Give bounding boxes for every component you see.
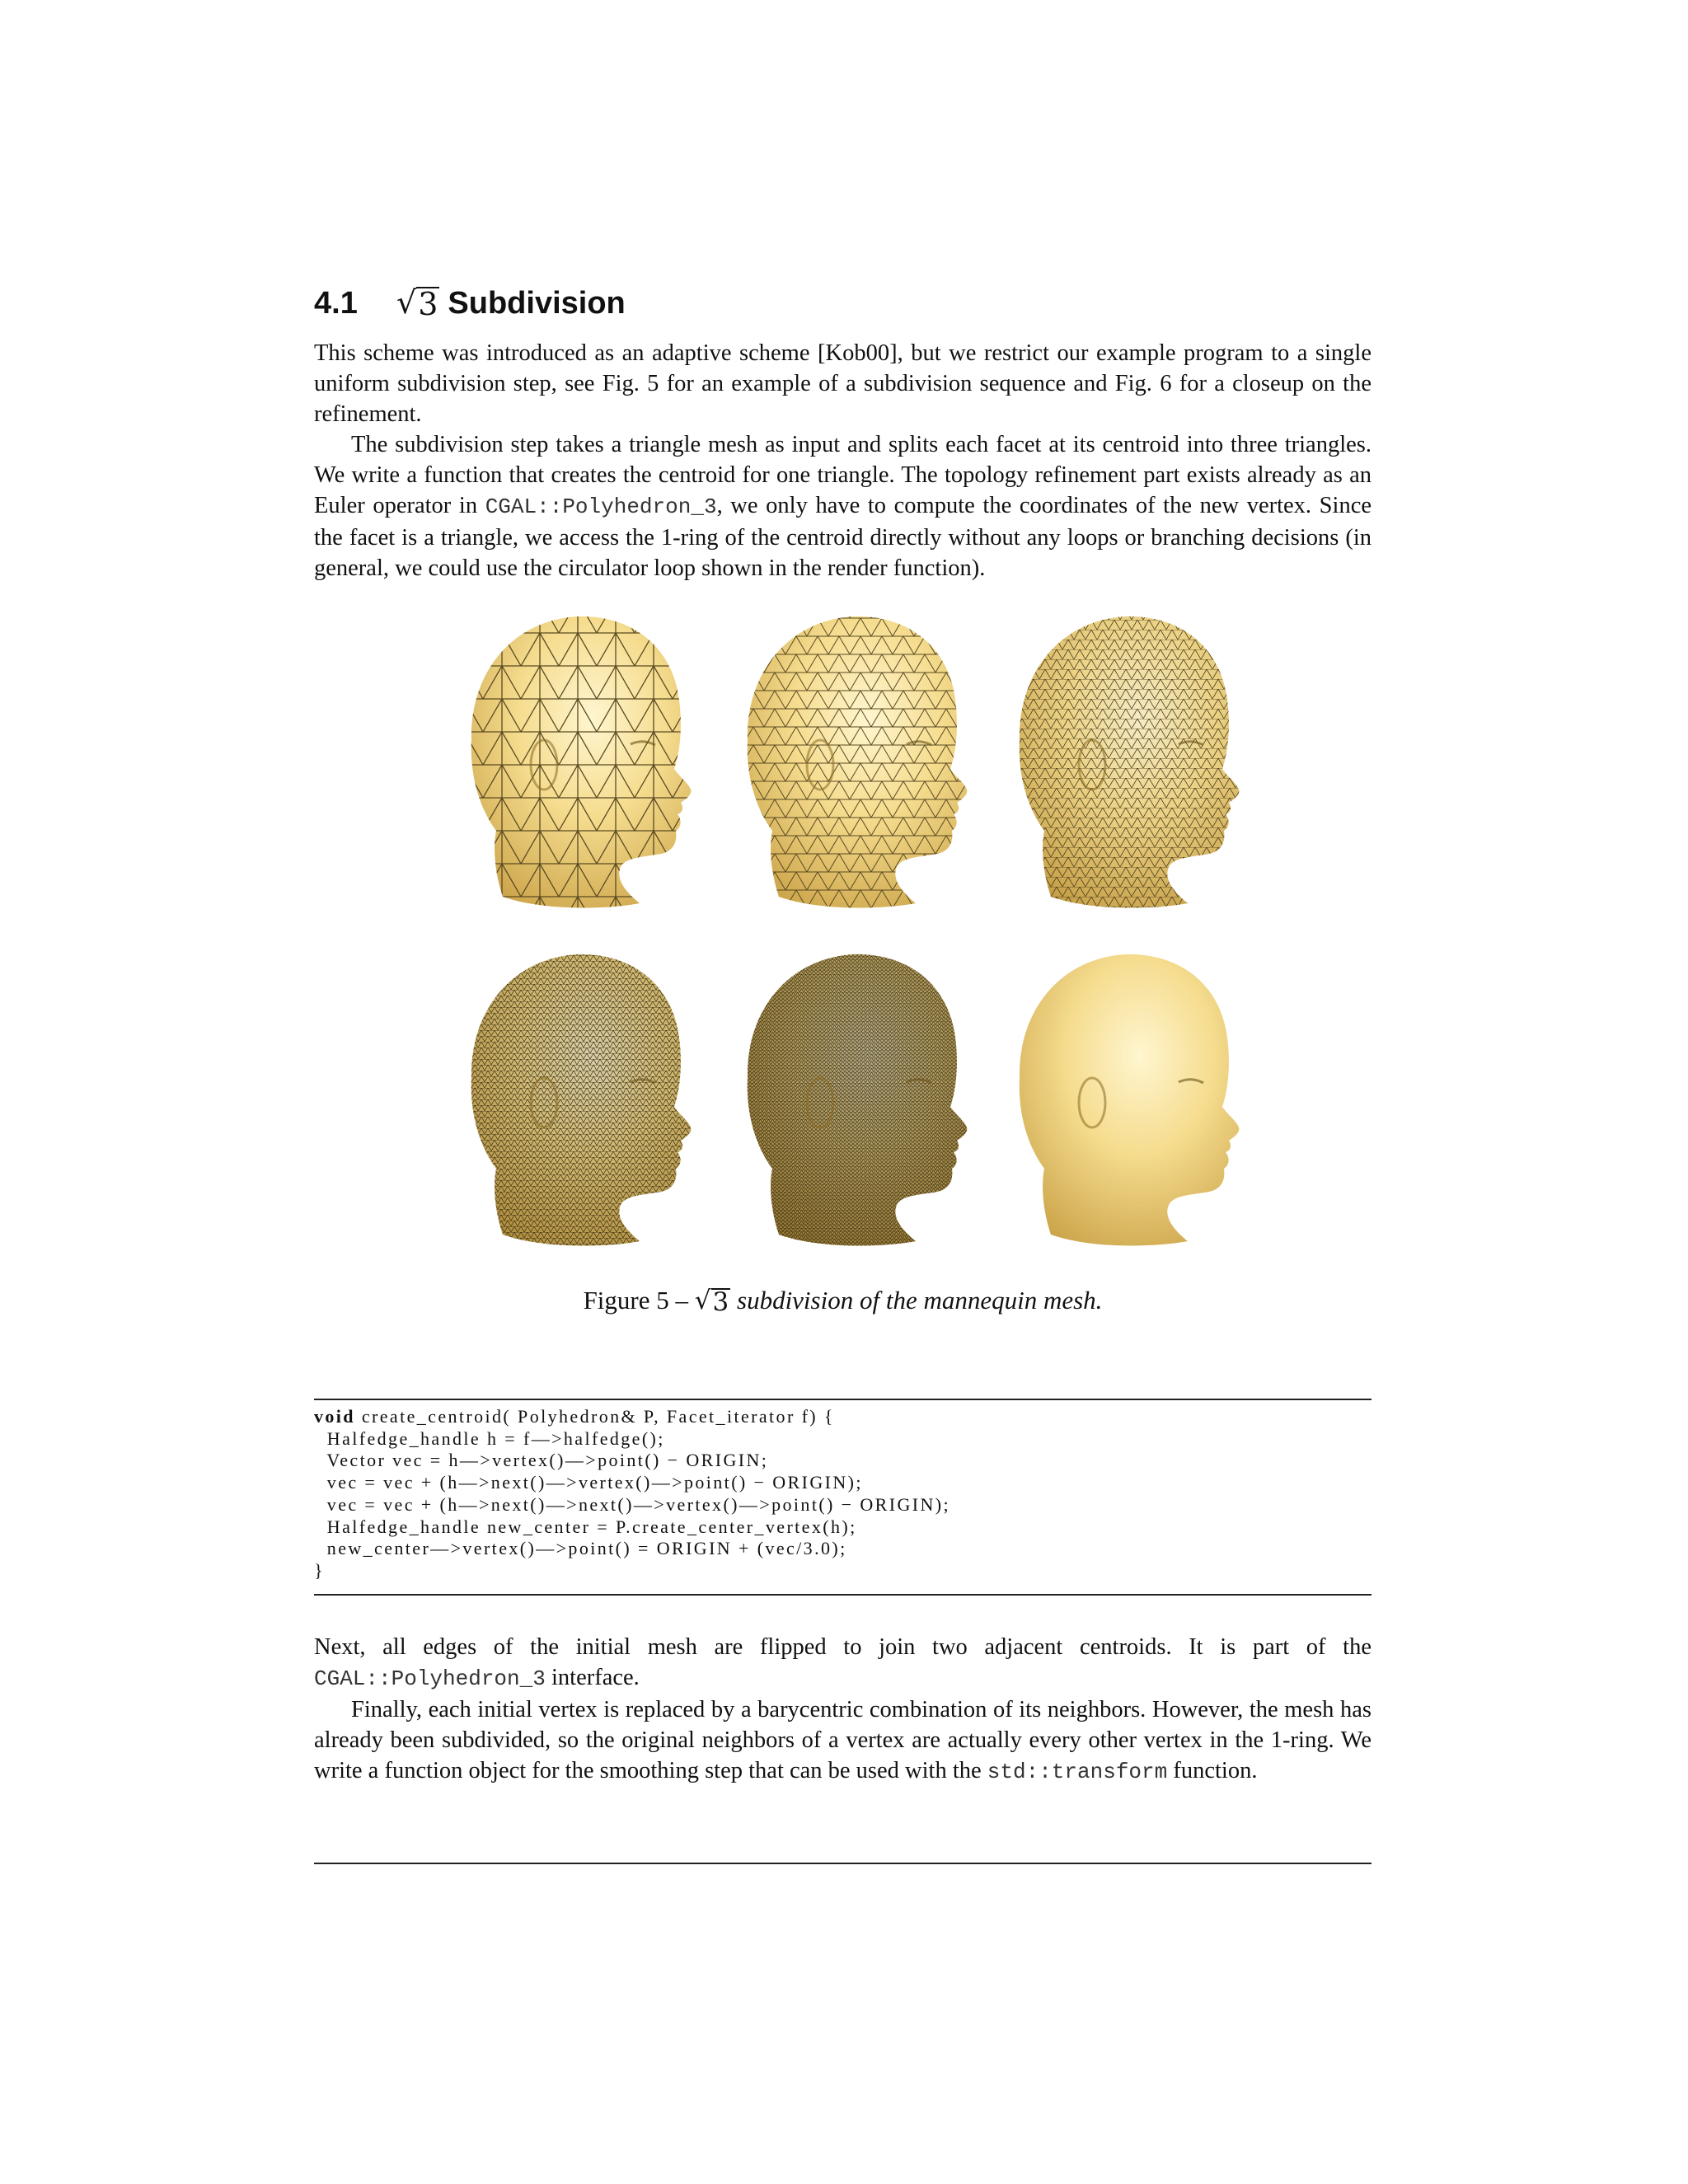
caption-prefix: Figure 5 – [583, 1286, 695, 1315]
inline-code: CGAL::Polyhedron_3 [314, 1666, 546, 1691]
following-text [314, 1632, 1372, 1788]
section-radicand: 3 [418, 286, 438, 322]
mannequin-head-1 [471, 616, 692, 908]
paragraph-4-text-a: Finally, each initial vertex is replaced by a barycentric combination of its neighbors. However, the mesh has already been subdivided, so the original neighbors of a vertex are actually every other vertex in the 1-ring. We write a function object for the smoothing step that can be used with the [314, 1697, 1372, 1783]
paragraph-2-text-b: , we only have to compute the coordinates of the new vertex. Since the facet is a triangle, we access the 1-ring of the centroid directly without any loops or branching decisions (in general, we could use the circulator loop shown in the render function). [314, 493, 1372, 581]
page-bottom-rule [314, 1863, 1372, 1864]
sqrt-symbol [396, 284, 439, 322]
code-listing [314, 1406, 1372, 1582]
caption-sqrt-symbol [695, 1288, 731, 1315]
heads-group [471, 616, 1240, 1246]
code-keyword: void [314, 1406, 355, 1427]
inline-code: std::transform [987, 1760, 1168, 1784]
figure-caption [314, 1286, 1372, 1315]
section-number: 4.1 [314, 285, 358, 321]
paragraph-2-text-a: The subdivision step takes a triangle mesh as input and splits each facet at its centroid into three triangles. We write a function that creates the centroid for one triangle. The topology refinement part exists already as an Euler operator in [314, 432, 1372, 518]
mannequin-head-4 [471, 954, 692, 1246]
code-line: vec = vec + (h—>next()—>vertex()—>point() − ORIGIN); [314, 1472, 863, 1493]
paragraph-1: This scheme was introduced as an adaptive scheme [Kob00], but we restrict our example program to a single uniform subdivision step, see Fig. 5 for an example of a subdivision sequence and Fig. 6 for a closeup on the refinement. [314, 340, 1372, 427]
code-line: Halfedge_handle h = f—>halfedge(); [314, 1427, 665, 1449]
paragraph-4-text-b: function. [1167, 1758, 1258, 1783]
paragraph-4 [314, 1694, 1372, 1788]
caption-text: subdivision of the mannequin mesh. [730, 1286, 1103, 1315]
code-top-rule [314, 1399, 1372, 1400]
code-line: vec = vec + (h—>next()—>next()—>vertex()—>point() − ORIGIN); [314, 1493, 951, 1515]
mannequin-head-3 [1020, 616, 1240, 908]
code-bottom-rule [314, 1594, 1372, 1596]
caption-radical-sign: √ [694, 1286, 711, 1315]
code-line: new_center—>vertex()—>point() = ORIGIN + (vec/3.0); [314, 1538, 847, 1559]
code-line: Vector vec = h—>vertex()—>point() − ORIGIN; [314, 1450, 769, 1471]
inline-code: CGAL::Polyhedron_3 [485, 494, 717, 519]
code-line-1: create_centroid( Polyhedron& P, Facet_iterator f) { [354, 1406, 835, 1427]
paragraph-3 [314, 1632, 1372, 1694]
code-line: Halfedge_handle new_center = P.create_center_vertex(h); [314, 1516, 857, 1537]
mannequin-head-5 [748, 954, 968, 1246]
mannequin-head-6 [1020, 954, 1240, 1246]
paragraph-3-text-b: interface. [545, 1665, 640, 1690]
code-line: } [314, 1559, 325, 1581]
intro-text [314, 338, 1372, 583]
paragraph-2 [314, 429, 1372, 583]
section-heading [314, 279, 626, 328]
mannequin-head-2 [748, 616, 968, 908]
section-title: Subdivision [448, 285, 626, 321]
paragraph-3-text-a: Next, all edges of the initial mesh are flipped to join two adjacent centroids. It is part of the [314, 1634, 1372, 1660]
radical-sign: √ [396, 284, 417, 321]
mannequin-heads-figure [445, 600, 1245, 1259]
caption-radicand: 3 [712, 1287, 729, 1317]
figure-5 [445, 600, 1245, 1259]
